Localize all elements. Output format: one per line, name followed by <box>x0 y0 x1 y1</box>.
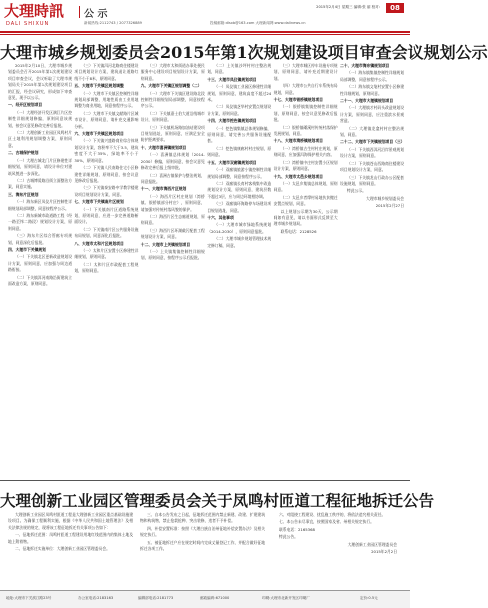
section-heading: 十八、大理市湾桥镇规划项目 <box>273 138 323 144</box>
header-rule <box>0 31 410 33</box>
header-separator <box>79 6 80 18</box>
section-heading: 五、大理市下关镇区规划调整 <box>74 83 124 89</box>
article-column <box>74 63 138 473</box>
article-divider <box>0 480 410 481</box>
paragraph: （二）凤仪镇芝华村安置点规划设计方案，原则同意。 <box>207 104 272 116</box>
issue-date: 2015年2月4日 星期三 编辑:张 丽 校对: <box>316 5 380 9</box>
paragraph: （二）太邑乡者摩村易地扶贫搬迁安置点规划，同意。 <box>273 194 338 207</box>
paragraph: （二）下关镇嘉士伯大道沿线城市设计，原则同意。 <box>140 110 205 123</box>
paragraph: （一）银桥镇集镇控制性详细规划，原则同意，按会议意见修改后报批。 <box>273 104 338 123</box>
paragraph: 特此公告。 <box>279 534 298 540</box>
paragraph: 二、征地拆迁实施单位：大理创新工业园区管理委员会。 <box>15 546 110 552</box>
article-column <box>207 63 271 473</box>
paragraph: （三）下关镇龙山行政办公区配套设施规划，原则同意。 <box>340 174 404 186</box>
paragraph: 六、对阻挠工程建设、扰乱施工秩序的，将依法追究相关责任。 <box>279 512 386 517</box>
paragraph: （三）海西片区环湖截污配套工程规划设计方案，同意。 <box>140 227 205 240</box>
paragraph: （一）大理市城市绿地系统规划（2014-2030），原则同意报批。 <box>207 222 272 234</box>
article-column <box>272 512 397 586</box>
paragraph: （四）大理市公共自行车系统布局规划，同意。 <box>273 83 338 95</box>
section-heading: 十、大理市喜洲镇规划项目 <box>140 144 187 150</box>
section-name: 公 示 <box>84 9 108 20</box>
article-title-demolition-notice: 大理创新工业园区管理委员会关于凤鸣村匝道工程征地拆迁公告 <box>0 491 435 510</box>
article-title-planning-notice: 大理市城乡规划委员会2015年第1次规划建设项目审查会议规划公示 <box>0 43 488 62</box>
paragraph: （三）下关镇机场路加油站建设项目规划选址，原则同意，应满足安全防护距离要求。 <box>140 124 205 143</box>
paragraph: （一）大理市下关镇区建设路北段控制性详细规划局部调整，同意按程序公示。 <box>140 90 205 109</box>
paragraph: （二）银桥镇磻溪村传统村落保护发展规划，同意。 <box>273 124 338 137</box>
paragraph: （一）海东新区凤仪片区控制性详细规划局部调整，同意按程序公示。 <box>8 199 72 211</box>
paragraph: （一）湾桥镇古生村村庄规划，原则同意，应加强洱海保护相关内容。 <box>273 145 338 158</box>
contact-info-left: 新闻热线:2112743 / 2077326889 <box>84 21 142 25</box>
footer-item: 地址:大理市下关滨江路23号 <box>6 596 52 600</box>
newspaper-logo: 大理時訊 <box>4 2 65 20</box>
paragraph: （二）大理市下关镇文献路片区城市设计，原则同意，请补充交通影响分析。 <box>74 110 139 129</box>
signature-line: 大理创新工业园区管理委员会 <box>347 541 397 547</box>
section-heading: 十五、大理市双廊镇规划项目 <box>207 159 257 165</box>
section-heading: 四、大理市下关镇规划 <box>8 246 46 252</box>
paragraph: （一）大理经济开发区满江片区控制性详细规划修编，原则同意该规划，按会议意见修改完善后报批。 <box>8 109 72 128</box>
section-heading: 十七、大理市银桥镇规划项目 <box>273 97 323 103</box>
paragraph: （二）挖色镇康廊村村庄规划，原则同意。 <box>207 145 272 158</box>
paragraph: 一、征地拆迁范围：凤鸣村匝道工程建设用地红线范围内的集体土地及地上附着物。 <box>8 532 133 544</box>
paragraph: （三）双廊镇环海路停车场建设项目规划选址，同意。 <box>207 201 272 213</box>
paragraph: （一）凤仪镇工业园区修建性详细规划，原则同意，建筑高度不超过24米。 <box>207 84 272 103</box>
section-heading: 二十二、大理市下关镇规划项目（三） <box>340 139 405 145</box>
paragraph: 七、本公告未尽事宜，按照国家及省、州相关规定执行。 <box>279 519 374 525</box>
signature-line: 大理市城乡规划委员会 <box>366 195 404 201</box>
article-column <box>340 63 404 473</box>
paragraph: （三）下关镇泰安路中学教学楼建设项目规划设计方案，同意。 <box>74 185 139 197</box>
article-column <box>8 512 133 586</box>
paragraph: （二）太和片区市政配套工程规划，原则同意。 <box>74 261 139 274</box>
paragraph: 以上规划公示期为30天，公示期间如有意见，请以书面形式反馈至大理市城乡规划局。 <box>273 208 338 227</box>
header-rule-thin <box>0 34 410 35</box>
paragraph: （二）海东镇文笔村安置小区修建性详细规划，原则同意。 <box>340 84 404 96</box>
page-footer <box>0 590 410 608</box>
footer-item: 办公室电话:2183163 <box>78 596 114 600</box>
paragraph: （二）大理市城乡规划管理技术规定修订稿，同意。 <box>207 236 272 248</box>
paragraph: （一）大理市下关镇区控制性详细规划局部调整，用地性质由工业用地调整为商业用地，同意按程序公示。 <box>74 90 139 109</box>
section-heading: 二十、大理市海东镇规划项目 <box>340 63 390 68</box>
paragraph: 三、自本公告发布之日起，征地拆迁范围内禁止新建、改建、扩建建筑物和构筑物，禁止抢栽抢种、突击装修，违者不予补偿。 <box>140 512 265 524</box>
paragraph: （二）下关镇苍山西路商住楼建设项目规划设计方案，同意。 <box>340 160 404 173</box>
paragraph: 特此公示。 <box>347 188 366 194</box>
paragraph: （二）大理镇龙龛村村庄整治规划，同意。 <box>340 125 404 138</box>
paragraph: （一）下关镇兴盛路商业综合体规划设计方案，容积率不大于3.5，建筑密度不大于35%，绿地率不小于30%，原则同意。 <box>74 138 139 163</box>
paragraph: （一）双廊镇旅游小镇控制性详细规划局部调整，同意按程序公示。 <box>207 167 272 179</box>
paragraph: （一）喜洲镇总体规划（2014-2030）修编，原则同意，按会议意见修改完善后报上级审批。 <box>140 152 205 171</box>
section-heading: 一、经开区规划项目 <box>8 102 43 108</box>
paragraph: （一）太邑乡集镇总体规划，原则同意。 <box>273 180 338 193</box>
paragraph: 联系电话：2128526 <box>280 228 317 234</box>
section-heading: 七、大理市下关镇南片区规划 <box>74 199 124 205</box>
section-heading: 八、大理市太和片区规划项目 <box>74 240 124 246</box>
section-heading: 十三、大理市凤仪镇规划项目 <box>207 76 257 82</box>
paragraph: （一）大理古城北门片区修建性详细规划，原则同意，请设计单位对建筑风貌进一步深化。 <box>8 157 72 176</box>
paragraph: （三）下关镇洱河北路商住楼建设项目规划设计方案，建筑退让道路红线不小于8米，原则同意。 <box>74 63 139 81</box>
newspaper-logo-english: DALI SHIXUN <box>6 21 50 27</box>
footer-item: 定价:0.5元 <box>360 596 378 600</box>
paragraph: （二）下关镇洱河南路沿街建筑立面改造方案，原则同意。 <box>8 274 72 286</box>
paragraph: （一）下关镇北区更新改造规划设计方案，原则同意，应加强与周边道路衔接。 <box>8 254 72 273</box>
paragraph: （一）太和片区安置小区修建性详细规划，原则同意。 <box>74 247 139 260</box>
paragraph: （一）大理镇才村码头改造规划设计方案，原则同意，应注重滨水景观营造。 <box>340 105 404 124</box>
footer-item: 编辑部电话:2181773 <box>138 596 174 600</box>
section-heading: 九、大理市下关镇区规划调整（二） <box>140 83 202 89</box>
paragraph: （二）海西片区生态廊道规划，原则同意。 <box>140 213 205 226</box>
paragraph: 联系电话：2165368 <box>279 526 315 532</box>
paragraph: 大理创新工业园区凤鸣村匝道工程是大理创新工业园区重点基础设施建设项目。为确保工程顺利实施，根据《中华人民共和国土地管理法》及相关法律法规的规定，现将该工程征地拆迁有关事项公告如下： <box>8 512 133 530</box>
article-column <box>140 512 265 586</box>
footer-item: 邮政编码:671000 <box>200 596 230 600</box>
footer-item: 印刷:大理市北新开发区印刷厂 <box>262 596 310 600</box>
section-heading: 十九、大理市太邑乡规划项目 <box>273 173 323 179</box>
paragraph: 2015年2月10日，大理市城乡规划委员会召开2015年第1次规划建设项目审查会议，会议听取了大理市规划局关于2015年第1次规划建设项目的汇报，经会议研究，形成如下审查意见，现予以公示。 <box>8 63 72 101</box>
signature-line: 2015年2月2日 <box>371 549 397 555</box>
paragraph: （一）海东镇集镇控制性详细规划局部调整，同意按程序公示。 <box>340 70 404 82</box>
section-heading: 二、古城保护规划 <box>8 150 39 156</box>
section-heading: 十二、大理市上关镇规划项目 <box>140 241 191 247</box>
paragraph: （一）挖色镇集镇总体规划修编，原则同意，请完善公共服务设施配套。 <box>207 125 272 144</box>
article-column <box>141 63 205 473</box>
paragraph: 四、补偿安置标准：按照《大理白族自治州征地补偿安置办法》及相关规定执行。 <box>140 525 265 538</box>
section-heading: 六、大理市下关镇区规划项目 <box>74 131 124 137</box>
page-number-badge: 08 <box>386 3 404 13</box>
paragraph: （二）海东新城市政道路工程（经一路至纬二路段）规划设计方案，原则同意。 <box>8 212 72 231</box>
section-heading: 十一、大理市海西片区规划 <box>140 186 187 192</box>
paragraph: （二）湾桥镇中庄村安置小区规划设计方案，原则同意。 <box>273 159 338 172</box>
paragraph: （一）下关镇西洱河沿岸景观规划设计方案，原则同意。 <box>340 146 404 159</box>
contact-info-right: 投稿邮箱:dlsxb@163.com 大理新闻网:www.dalinews.cn <box>210 21 306 25</box>
paragraph: （一）海西片区村庄规划（湾桥镇、银桥镇部分村庄），原则同意，请加强对传统村落风貌的保护。 <box>140 193 205 212</box>
section-heading: 十四、大理市挖色镇规划项目 <box>207 118 257 124</box>
section-heading: 三、海东片区规划 <box>8 191 39 197</box>
paragraph: （二）双廊镇长育村客栈集中改造规划设计方案，原则同意，建筑层数不超过3层，应与周边环境相协调。 <box>207 180 272 199</box>
paragraph: （一）上关镇集镇控制性详细规划，原则同意，按程序公示后报批。 <box>140 248 205 261</box>
paragraph: 五、被征地拆迁户应在规定时间内完成丈量登记工作，并配合做好征地拆迁各项工作。 <box>140 539 265 552</box>
section-heading: 二十一、大理市大理镇规划项目 <box>340 98 394 104</box>
paragraph: （二）上关镇沙坪村村庄整治规划，同意。 <box>207 63 272 75</box>
paragraph: （二）大理创新工业园区凤鸣村片区土地利用规划调整方案，原则同意。 <box>8 130 72 148</box>
article-column <box>8 63 72 473</box>
paragraph: （二）下关镇南片区公共服务设施布局规划，同意深化后报批。 <box>74 226 139 239</box>
paragraph: （二）古城博爱路沿街立面整治方案，同意实施。 <box>8 177 72 190</box>
masthead <box>0 0 410 33</box>
paragraph: （一）下关镇南片区道路系统规划，原则同意，应进一步完善道路断面设计。 <box>74 206 139 225</box>
article-column <box>274 63 338 473</box>
paragraph: （三）大理市太和街道办事处便民服务中心建设项目规划设计方案，原则同意。 <box>140 63 205 81</box>
paragraph: （二）喜洲古镇保护与整治规划，同意报批。 <box>140 172 205 184</box>
section-heading: 十六、其他事项 <box>207 214 234 220</box>
paragraph: （二）下关镇人民南路住宅小区修建性详细规划，原则同意，按会议意见修改后报批。 <box>74 165 139 183</box>
signature-line: 2015年2月27日 <box>375 203 404 209</box>
paragraph: （三）海东片区综合管廊专项规划，同意深化后报批。 <box>8 233 72 245</box>
paragraph: （三）大理市城区停车设施专项规划，原则同意，请补充近期建设计划。 <box>273 63 338 81</box>
